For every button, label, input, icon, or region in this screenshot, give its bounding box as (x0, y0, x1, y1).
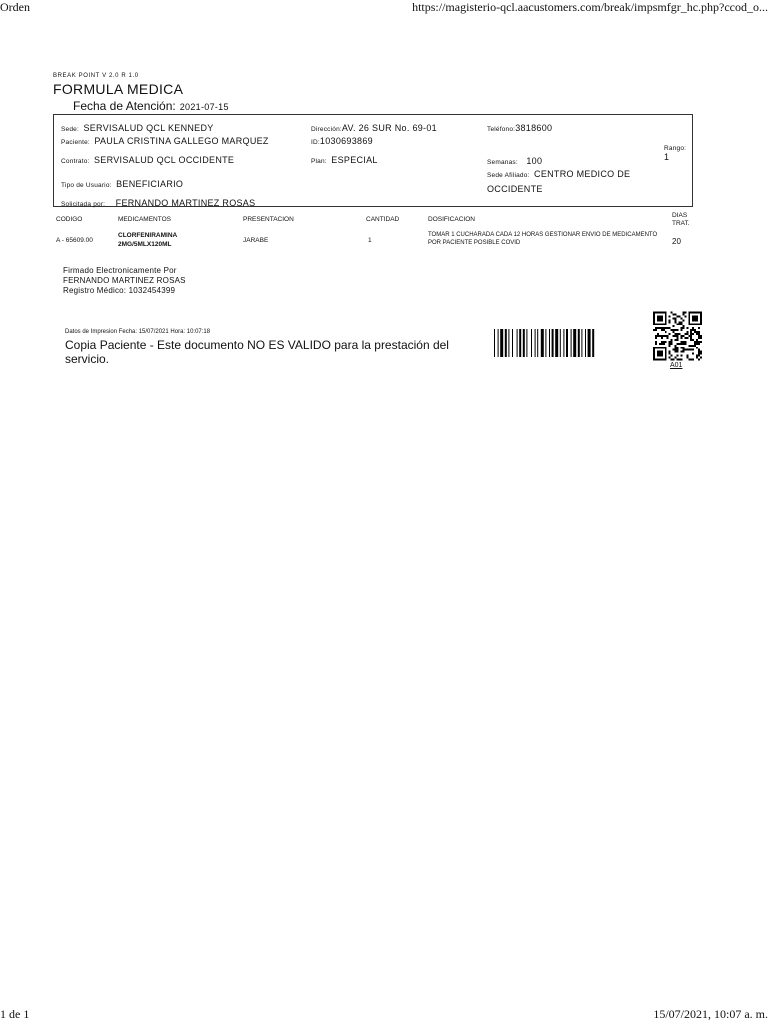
requested-by-field (61, 193, 255, 211)
range-label: Rango: (664, 145, 687, 152)
patient-label: Paciente: (61, 139, 90, 146)
col-codigo: CODIGO (56, 216, 83, 223)
affiliate-site-label: Sede Afiliado: (487, 172, 530, 179)
weeks-value: 100 (526, 156, 543, 166)
col-dosificacion: DOSIFICACION (428, 216, 475, 223)
sede-label: Sede: (61, 126, 79, 133)
page-count: 1 de 1 (0, 1007, 30, 1021)
contract-label: Contrato: (61, 158, 90, 165)
signature-line-3: Registro Médico: 1032454399 (63, 286, 176, 295)
table-row (53, 230, 693, 254)
contract-value: SERVISALUD QCL OCCIDENTE (94, 155, 235, 165)
qr-code-image (653, 311, 702, 361)
plan-field (311, 150, 378, 168)
requested-by-label: Solicitada por: (61, 201, 106, 208)
address-label: Dirección: (311, 126, 342, 133)
medication-table-header (53, 212, 693, 228)
patient-info-box (53, 114, 693, 207)
user-type-value: BENEFICIARIO (116, 179, 184, 189)
print-timestamp: Datos de Impresion Fecha: 15/07/2021 Hora: 10:07:18 (65, 329, 211, 335)
barcode-image (494, 329, 634, 357)
document-title: FORMULA MEDICA (53, 81, 184, 97)
affiliate-site-field (487, 167, 657, 195)
address-value: AV. 26 SUR No. 69-01 (341, 123, 437, 133)
affiliate-site-value: CENTRO MEDICO DE OCCIDENTE (487, 169, 631, 194)
attention-date-label: Fecha de Atención: (73, 99, 176, 113)
print-header (0, 0, 768, 14)
page-url[interactable]: https://magisterio-qcl.aacustomers.com/break/impsmfgr_hc.php?ccod_o... (412, 0, 768, 14)
print-datetime: 15/07/2021, 10:07 a. m. (653, 1007, 768, 1021)
software-version: BREAK POINT V 2.0 R 1.0 (53, 73, 139, 79)
qr-label: A01 (670, 362, 683, 369)
col-medicamentos: MEDICAMENTOS (118, 216, 171, 223)
user-type-field (61, 174, 183, 192)
print-footer (0, 1007, 768, 1024)
phone-field (487, 118, 552, 136)
signature-line-1: Firmado Electronicamente Por (63, 266, 177, 275)
cell-cantidad: 1 (368, 237, 372, 244)
plan-value: ESPECIAL (331, 155, 378, 165)
user-type-label: Tipo de Usuario: (61, 182, 112, 189)
cell-dosificacion: TOMAR 1 CUCHARADA CADA 12 HORAS GESTIONAR ENVIO DE MEDICAMENTO POR PACIENTE POSIBLE COVID (428, 232, 658, 246)
phone-value: 3818600 (515, 123, 553, 133)
range-value: 1 (664, 152, 670, 162)
phone-label: Teléfono: (487, 126, 516, 133)
patient-field (61, 131, 269, 149)
col-dias: DIAS TRAT. (672, 212, 690, 227)
contract-field (61, 150, 234, 168)
cell-medicamento: CLORFENIRAMINA 2MG/5MLX120ML (118, 232, 177, 248)
requested-by-value: FERNANDO MARTINEZ ROSAS (115, 198, 256, 208)
cell-dias: 20 (672, 237, 681, 246)
patient-value: PAULA CRISTINA GALLEGO MARQUEZ (94, 136, 269, 146)
signature-line-2: FERNANDO MARTINEZ ROSAS (63, 276, 186, 285)
copy-notice: Copia Paciente - Este documento NO ES VALIDO para la prestación del servicio. (65, 338, 449, 366)
id-field (311, 131, 373, 149)
electronic-signature (63, 266, 186, 296)
plan-label: Plan: (311, 158, 327, 165)
id-value: 1030693869 (319, 136, 373, 146)
cell-codigo: A - 65609.00 (56, 237, 93, 244)
sede-value: SERVISALUD QCL KENNEDY (83, 123, 214, 133)
page-title: Orden (0, 0, 30, 14)
cell-presentacion: JARABE (243, 237, 269, 244)
col-presentacion: PRESENTACION (243, 216, 294, 223)
range-field (664, 145, 686, 162)
col-cantidad: CANTIDAD (366, 216, 400, 223)
attention-date (73, 99, 229, 113)
weeks-label: Semanas: (487, 159, 518, 166)
attention-date-value: 2021-07-15 (179, 102, 229, 112)
id-label: ID: (311, 139, 320, 146)
